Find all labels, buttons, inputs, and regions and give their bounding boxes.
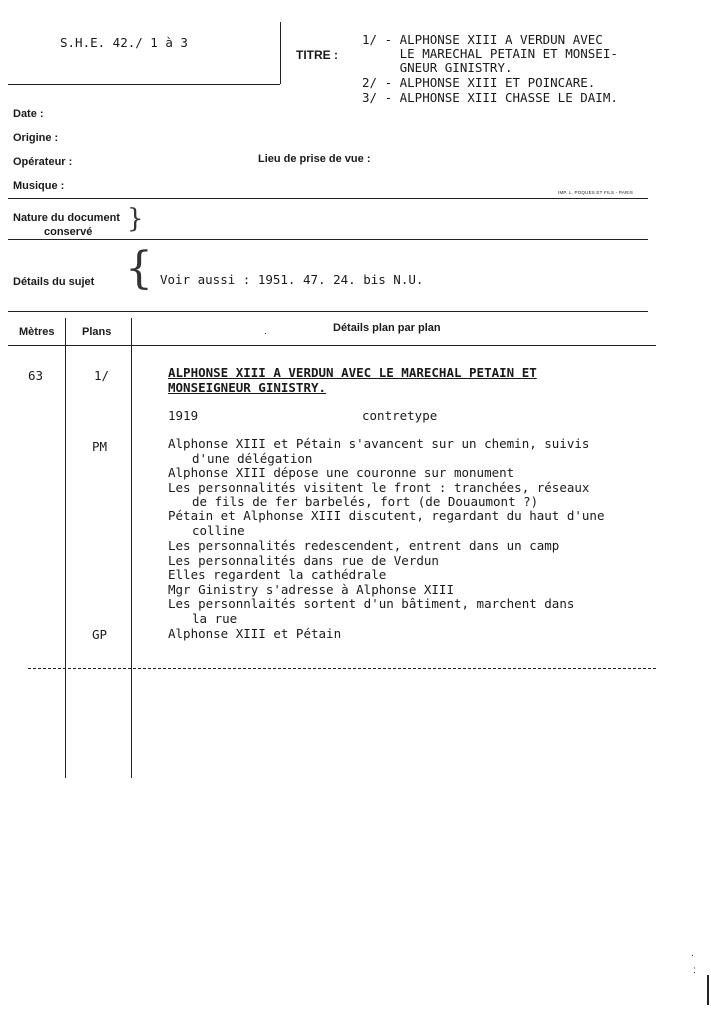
detail-line: Alphonse XIII et Pétain bbox=[168, 626, 342, 641]
separator-2 bbox=[8, 239, 648, 240]
detail-line: Les personnalités redescendent, entrent dans un camp bbox=[168, 538, 560, 553]
margin-mark: : bbox=[693, 965, 696, 976]
operateur-label: Opérateur : bbox=[13, 156, 73, 168]
bottom-dashed-rule bbox=[28, 668, 656, 669]
detail-line: d'une délégation bbox=[192, 451, 313, 466]
plan-gp: GP bbox=[92, 627, 108, 642]
titre-line-3: GNEUR GINISTRY. bbox=[362, 60, 513, 75]
metres-value: 63 bbox=[28, 368, 44, 383]
detail-line: Les personnlaités sortent d'un bâtiment, marchent dans bbox=[168, 596, 575, 611]
musique-label: Musique : bbox=[13, 180, 65, 192]
details-sujet-label: Détails du sujet bbox=[13, 276, 95, 288]
header-dot: . bbox=[264, 326, 267, 337]
plan-1: 1/ bbox=[94, 368, 110, 383]
col-divider-1 bbox=[65, 318, 66, 778]
col-divider-2 bbox=[131, 318, 132, 778]
titre-line-5: 3/ - ALPHONSE XIII CHASSE LE DAIM. bbox=[362, 90, 618, 105]
nature-brace-icon: } bbox=[127, 204, 144, 234]
titre-label: TITRE : bbox=[296, 48, 338, 62]
contretype: contretype bbox=[362, 408, 438, 423]
origine-label: Origine : bbox=[13, 132, 59, 144]
detail-line: Les personnalités dans rue de Verdun bbox=[168, 553, 439, 568]
year: 1919 bbox=[168, 408, 199, 423]
lieu-label: Lieu de prise de vue : bbox=[258, 153, 371, 165]
detail-line: Alphonse XIII dépose une couronne sur monument bbox=[168, 465, 515, 480]
detail-line: Alphonse XIII et Pétain s'avancent sur un chemin, suivis bbox=[168, 436, 590, 451]
nature-label-1: Nature du document bbox=[13, 212, 120, 224]
printer-mark: IMP. L. POQUES ET FILS - PARIS bbox=[558, 190, 634, 195]
col-header-details: Détails plan par plan bbox=[333, 322, 441, 334]
titre-line-1: 1/ - ALPHONSE XIII A VERDUN AVEC bbox=[362, 32, 603, 47]
detail-line: la rue bbox=[192, 611, 238, 626]
section-title-line-2: MONSEIGNEUR GINISTRY. bbox=[168, 380, 327, 395]
details-sujet-brace-icon: { bbox=[125, 243, 153, 294]
nature-label-2: conservé bbox=[44, 226, 93, 238]
col-header-plans: Plans bbox=[82, 326, 112, 338]
col-header-metres: Mètres bbox=[19, 326, 55, 338]
margin-mark: . bbox=[691, 948, 694, 959]
date-label: Date : bbox=[13, 108, 44, 120]
header-box-bottom-border bbox=[8, 84, 280, 85]
right-edge-mark bbox=[707, 975, 709, 1005]
detail-line: colline bbox=[192, 523, 245, 538]
separator-1 bbox=[8, 198, 648, 199]
table-header-bottom bbox=[8, 345, 656, 346]
detail-line: Pétain et Alphonse XIII discutent, regardant du haut d'une bbox=[168, 508, 605, 523]
document-reference: S.H.E. 42./ 1 à 3 bbox=[60, 35, 188, 50]
titre-line-2: LE MARECHAL PETAIN ET MONSEI- bbox=[362, 46, 618, 61]
detail-line: de fils de fer barbelés, fort (de Douaumont ?) bbox=[192, 494, 539, 509]
section-title-line-1: ALPHONSE XIII A VERDUN AVEC LE MARECHAL PETAIN ET bbox=[168, 365, 537, 380]
detail-line: Elles regardent la cathédrale bbox=[168, 567, 387, 582]
details-sujet-value: Voir aussi : 1951. 47. 24. bis N.U. bbox=[160, 272, 424, 287]
detail-line: Les personnalités visitent le front : tranchées, réseaux bbox=[168, 480, 590, 495]
titre-line-4: 2/ - ALPHONSE XIII ET POINCARE. bbox=[362, 75, 596, 90]
header-box-right-border bbox=[280, 22, 281, 84]
detail-line: Mgr Ginistry s'adresse à Alphonse XIII bbox=[168, 582, 454, 597]
plan-pm: PM bbox=[92, 439, 108, 454]
separator-3 bbox=[8, 311, 648, 312]
